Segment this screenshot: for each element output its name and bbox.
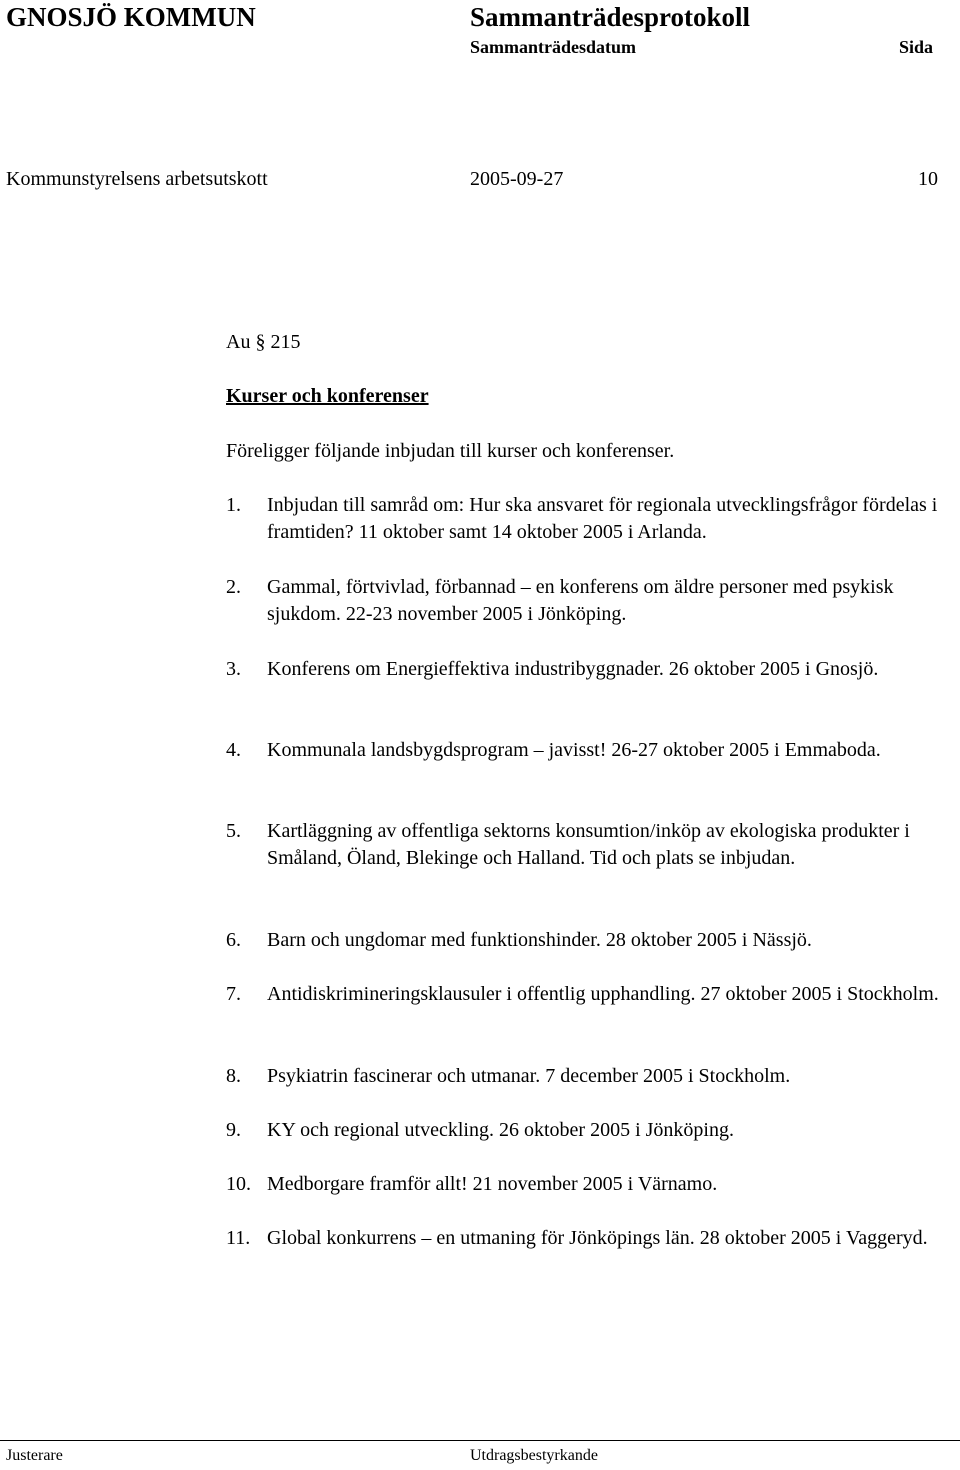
list-item-number: 10.: [226, 1173, 251, 1195]
list-item-number: 1.: [226, 494, 241, 516]
list-item-number: 11.: [226, 1227, 251, 1249]
date-label: Sammanträdesdatum: [470, 37, 637, 57]
committee-name: Kommunstyrelsens arbetsutskott: [6, 168, 268, 190]
list-item-number: 2.: [226, 576, 241, 598]
list-item-text: Kartläggning av offentliga sektorns konsumtion/inköp av ekologiska produkter i Småland, Öland, Blekinge och Halland. Tid och plats se inbjudan.: [267, 820, 910, 869]
footer-utdragsbestyrkande: Utdragsbestyrkande: [470, 1447, 598, 1464]
list-item-number: 8.: [226, 1065, 241, 1087]
footer-justerare: Justerare: [6, 1447, 63, 1464]
footer-divider: [0, 1440, 960, 1441]
list-item-number: 4.: [226, 739, 241, 761]
list-item-number: 6.: [226, 929, 241, 951]
list-item-number: 7.: [226, 983, 241, 1005]
organization-name: GNOSJÖ KOMMUN: [6, 2, 256, 32]
list-item-text: Global konkurrens – en utmaning för Jönköpings län. 28 oktober 2005 i Vaggeryd.: [267, 1227, 928, 1249]
page-label: Sida: [899, 37, 934, 57]
page-number: 10: [918, 168, 938, 190]
list-item-text: Antidiskrimineringsklausuler i offentlig upphandling. 27 oktober 2005 i Stockholm.: [267, 983, 939, 1005]
intro-text: Föreligger följande inbjudan till kurser och konferenser.: [226, 440, 675, 462]
document-type: Sammanträdesprotokoll: [470, 2, 751, 32]
list-item-text: Gammal, förtvivlad, förbannad – en konferens om äldre personer med psykisk sjukdom. 22-23 november 2005 i Jönköping.: [267, 576, 894, 625]
list-item-text: Medborgare framför allt! 21 november 2005 i Värnamo.: [267, 1173, 718, 1195]
list-item-text: KY och regional utveckling. 26 oktober 2005 i Jönköping.: [267, 1119, 734, 1141]
list-item-number: 5.: [226, 820, 241, 842]
list-item-text: Inbjudan till samråd om: Hur ska ansvaret för regionala utvecklingsfrågor fördelas i framtiden? 11 oktober samt 14 oktober 2005 i Arlanda.: [267, 494, 938, 543]
section-title: Kurser och konferenser: [226, 385, 429, 407]
list-item-text: Barn och ungdomar med funktionshinder. 28 oktober 2005 i Nässjö.: [267, 929, 812, 951]
list-item-number: 9.: [226, 1119, 241, 1141]
paragraph-number: Au § 215: [226, 331, 301, 353]
list-item-text: Konferens om Energieffektiva industribyggnader. 26 oktober 2005 i Gnosjö.: [267, 658, 879, 680]
meeting-date: 2005-09-27: [470, 168, 564, 190]
list-item-number: 3.: [226, 658, 241, 680]
list-item-text: Kommunala landsbygdsprogram – javisst! 26-27 oktober 2005 i Emmaboda.: [267, 739, 881, 761]
list-item-text: Psykiatrin fascinerar och utmanar. 7 december 2005 i Stockholm.: [267, 1065, 791, 1087]
